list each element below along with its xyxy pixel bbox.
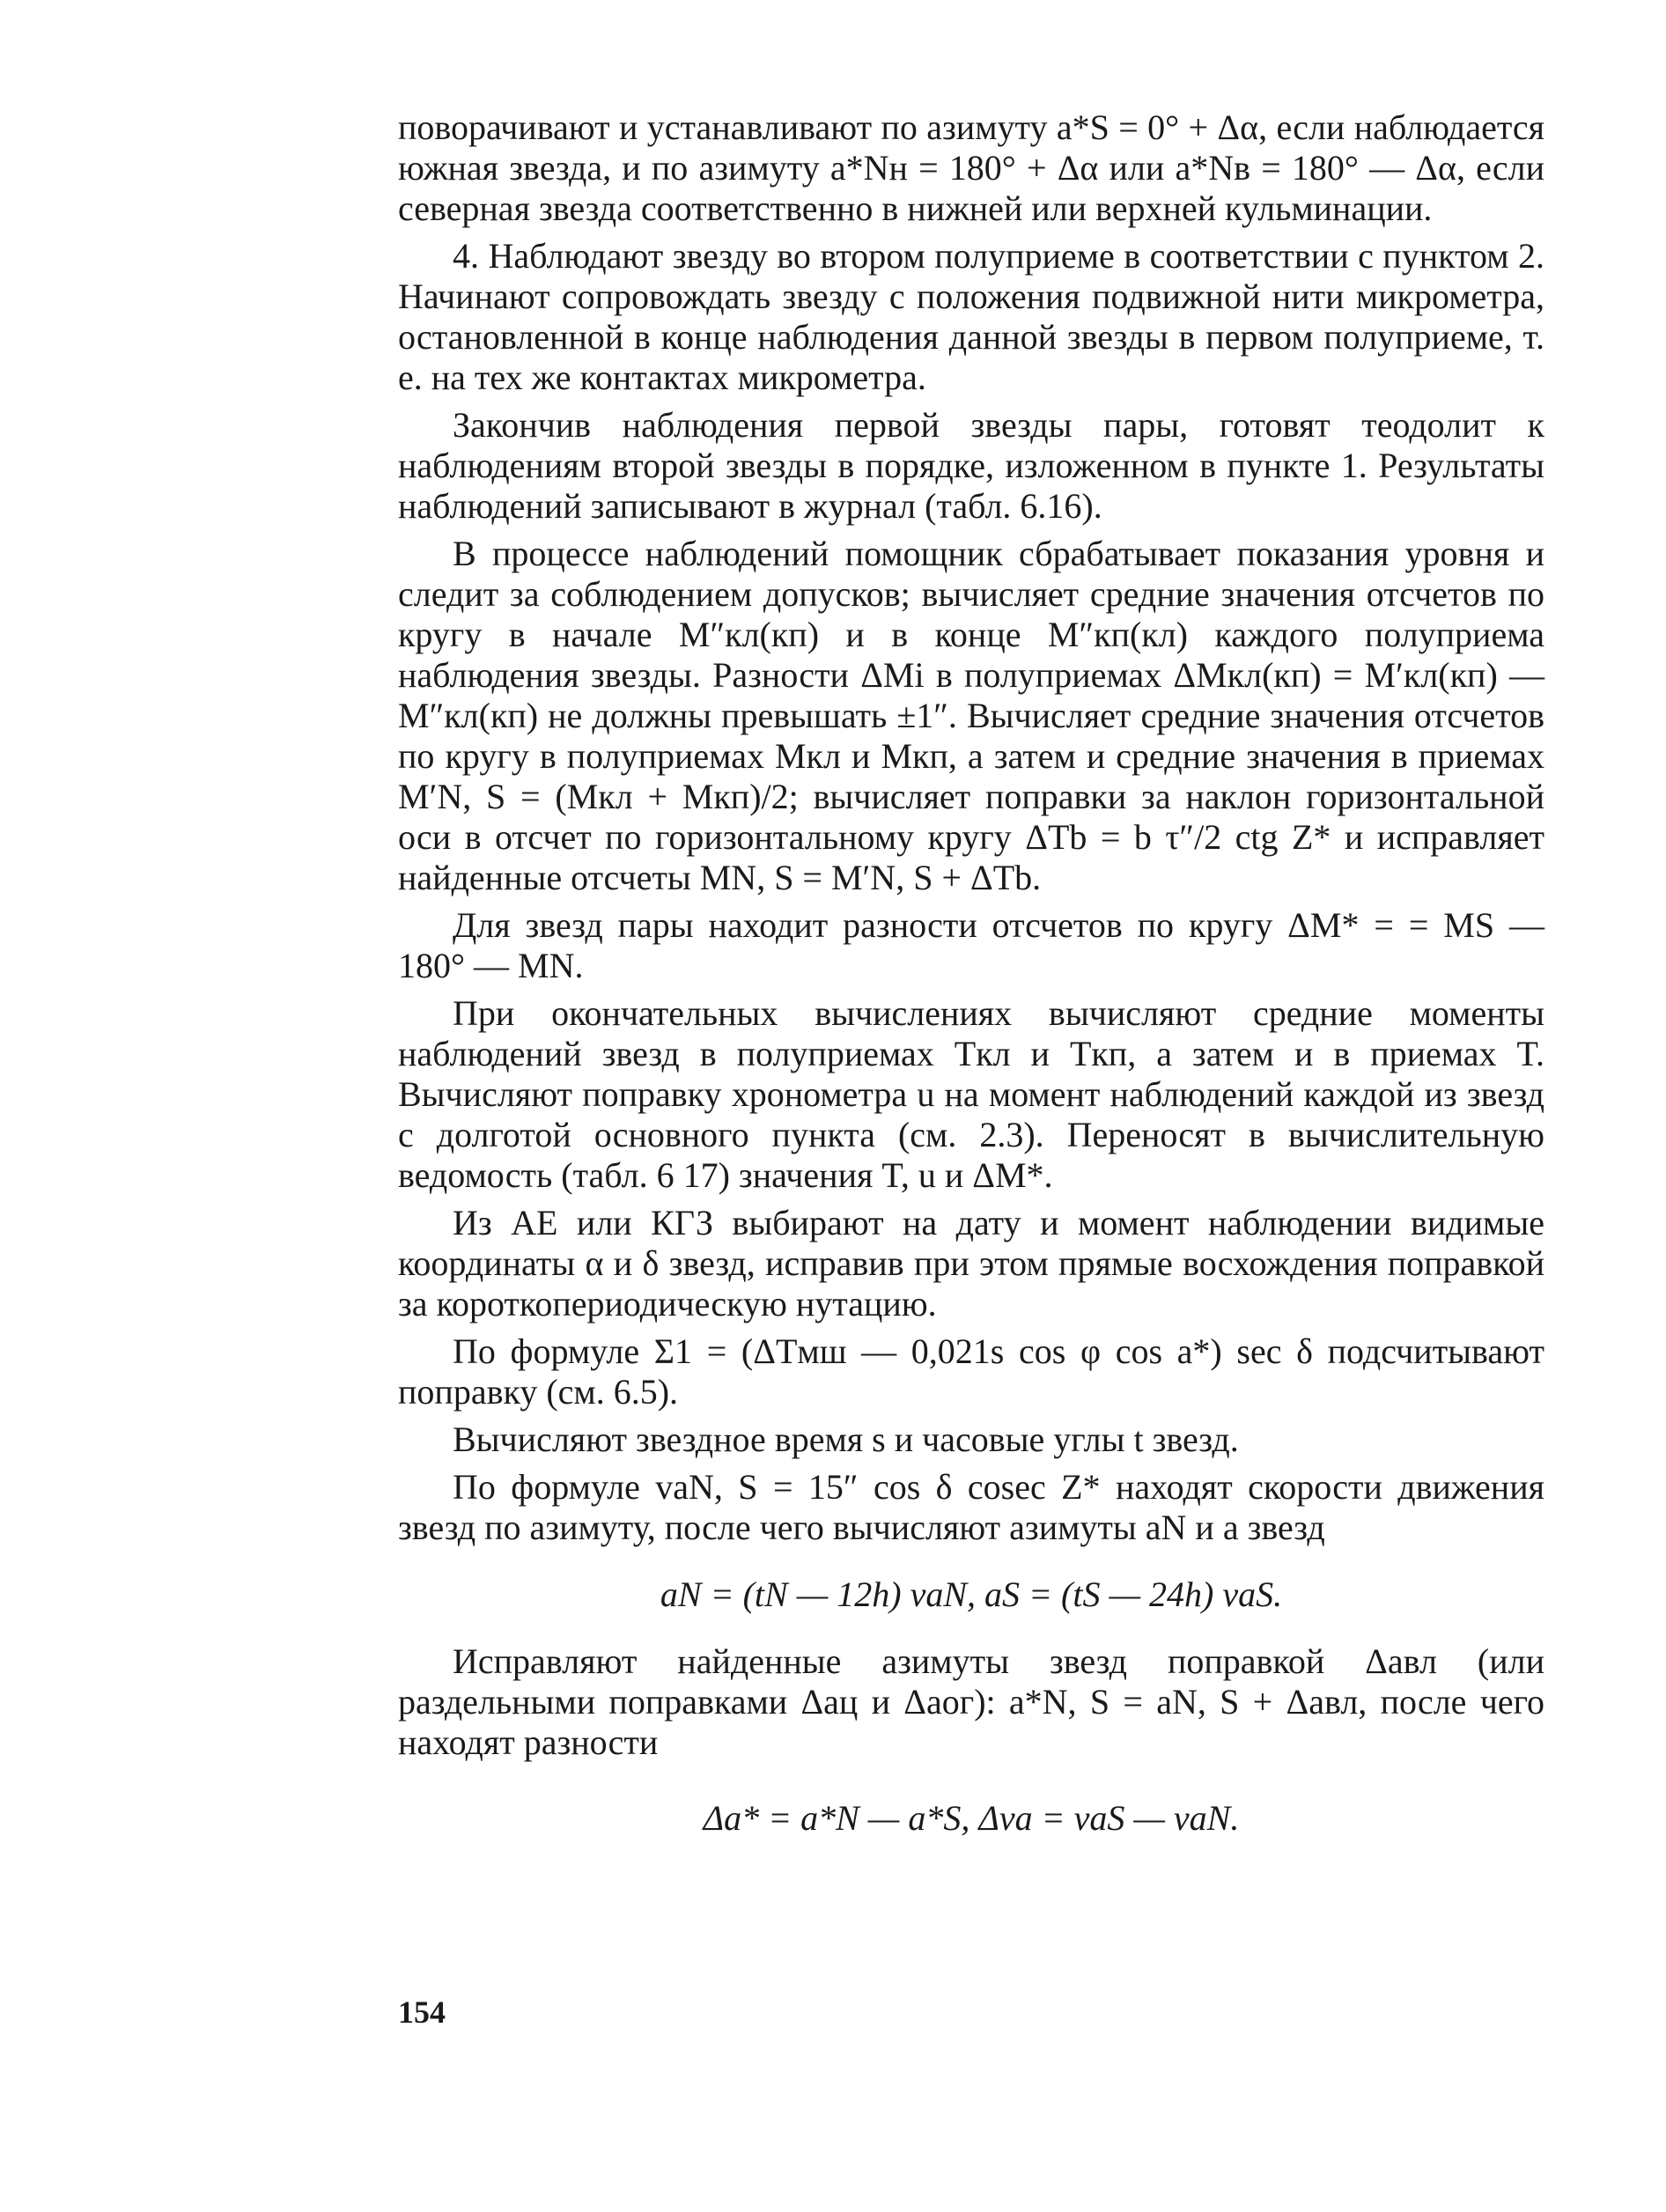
paragraph-step-4: 4. Наблюдают звезду во втором полуприеме в соответствии с пунктом 2. Начинают сопровождать звезду с положения подвижной нити микрометра, остановленной в конце наблюдения данной звезды в первом полуприеме, т. е. на тех же контактах микрометра.	[398, 236, 1544, 397]
formula-azimuths: aN = (tN — 12h) vaN, aS = (tS — 24h) vaS.	[660, 1574, 1283, 1614]
paragraph-final-calculations: При окончательных вычислениях вычисляют средние моменты наблюдений звезд в полуприемах Tкл и Tкп, а затем и в приемах T. Вычисляют поправку хронометра u на момент наблюдений каждой из звезд с долготой основного пункта (см. 2.3). Переносят в вычислительную ведомость (табл. 6 17) значения T, u и ΔM*.	[398, 993, 1544, 1195]
paragraph-reading-difference: Для звезд пары находит разности отсчетов по кругу ΔM* = = MS — 180° — MN.	[398, 905, 1544, 985]
paragraph-sidereal-time: Вычисляют звездное время s и часовые углы t звезд.	[453, 1419, 1239, 1459]
page-number: 154	[398, 1994, 446, 2030]
paragraph-first-star-done: Закончив наблюдения первой звезды пары, готовят теодолит к наблюдениям второй звезды в порядке, изложенном в пункте 1. Результаты наблюдений записывают в журнал (табл. 6.16).	[398, 405, 1544, 526]
paragraph-azimuth-velocity: По формуле vaN, S = 15″ cos δ cosec Z* находят скорости движения звезд по азимуту, после чего вычисляют азимуты aN и a звезд	[398, 1467, 1544, 1547]
paragraph-corrected-azimuths: Исправляют найденные азимуты звезд поправкой Δaвл (или раздельными поправками Δaц и Δaог): a*N, S = aN, S + Δaвл, после чего находят разности	[398, 1641, 1544, 1762]
paragraph-azimuth-setting: поворачивают и устанавливают по азимуту a*S = 0° + Δα, если наблюдается южная звезда, и по азимуту a*Nн = 180° + Δα или a*Nв = 180° — Δα, если северная звезда соответственно в нижней или верхней кульминации.	[398, 107, 1544, 228]
paragraph-correction-formula: По формуле Σ1 = (ΔTмш — 0,021s cos φ cos a*) sec δ подсчитывают поправку (см. 6.5).	[398, 1331, 1544, 1412]
formula-differences: Δa* = a*N — a*S, Δva = vaS — vaN.	[703, 1798, 1240, 1838]
paragraph-assistant-processing: В процессе наблюдений помощник сбрабатывает показания уровня и следит за соблюдением допусков; вычисляет средние значения отсчетов по кругу в начале M″кл(кп) и в конце M″кп(кл) каждого полуприема наблюдения звезды. Разности ΔMi в полуприемах ΔMкл(кп) = M′кл(кп) — M″кл(кп) не должны превышать ±1″. Вычисляет средние значения отсчетов по кругу в полуприемах Mкл и Mкп, а затем и средние значения в приемах M′N, S = (Mкл + Mкп)/2; вычисляет поправки за наклон горизонтальной оси в отсчет по горизонтальному кругу ΔTb = b τ″/2 ctg Z* и исправляет найденные отсчеты MN, S = M′N, S + ΔTb.	[398, 534, 1544, 897]
paragraph-apparent-coordinates: Из АЕ или КГЗ выбирают на дату и момент наблюдении видимые координаты α и δ звезд, исправив при этом прямые восхождения поправкой за короткопериодическую нутацию.	[398, 1203, 1544, 1324]
body-text	[398, 107, 1544, 1865]
